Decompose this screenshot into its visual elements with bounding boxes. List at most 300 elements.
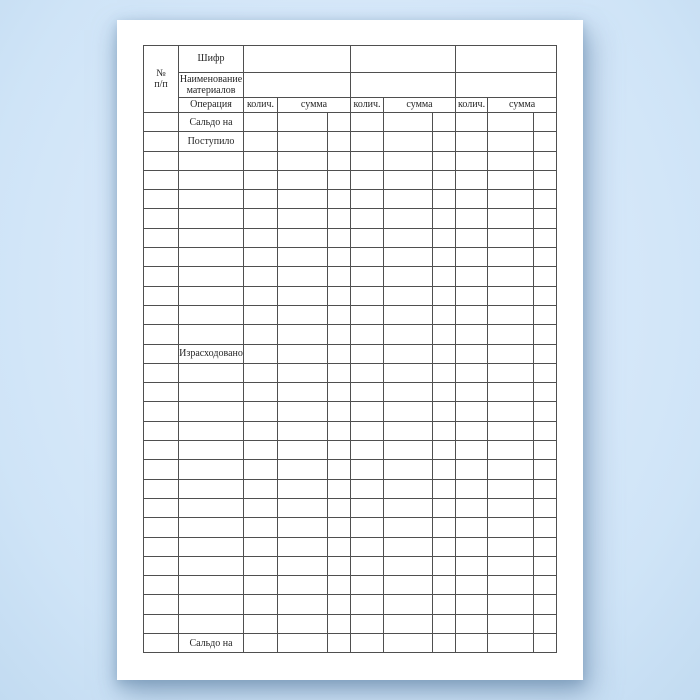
sum-kop-cell: [534, 614, 557, 633]
sum-rub-cell: [278, 614, 328, 633]
row-label-cell: [179, 363, 244, 382]
qty-cell: [456, 209, 488, 228]
sum-rub-cell: [488, 460, 534, 479]
sum-rub-cell: [384, 363, 433, 382]
sum-rub-cell: [384, 576, 433, 595]
materials-ledger-table: [143, 45, 557, 653]
sum-rub-cell: [488, 634, 534, 653]
row-label-cell: Поступило: [179, 132, 244, 151]
qty-cell: [244, 286, 278, 305]
sum-kop-cell: [328, 170, 351, 189]
table-row: [144, 132, 557, 151]
row-label-cell: [179, 151, 244, 170]
table-row: [144, 344, 557, 363]
operation-row: [144, 98, 557, 113]
row-label-cell: [179, 267, 244, 286]
sum-rub-cell: [488, 132, 534, 151]
sum-rub-cell: [488, 479, 534, 498]
cipher-value-cell: [351, 46, 456, 73]
sum-rub-cell: [384, 132, 433, 151]
sum-kop-cell: [328, 576, 351, 595]
sum-kop-cell: [328, 305, 351, 324]
sum-kop-cell: [534, 132, 557, 151]
sum-kop-cell: [433, 248, 456, 267]
row-label-cell: [179, 402, 244, 421]
qty-cell: [456, 634, 488, 653]
sum-kop-cell: [433, 132, 456, 151]
sum-kop-cell: [328, 209, 351, 228]
row-number-cell: [144, 228, 179, 247]
sum-rub-cell: [278, 595, 328, 614]
row-label-cell: [179, 460, 244, 479]
material-name-value-cell: [244, 73, 351, 98]
sum-kop-cell: [328, 614, 351, 633]
sum-kop-cell: [433, 267, 456, 286]
sum-rub-cell: [278, 537, 328, 556]
qty-cell: [351, 518, 384, 537]
qty-cell: [351, 383, 384, 402]
qty-cell: [351, 363, 384, 382]
row-number-cell: [144, 402, 179, 421]
table-row: [144, 537, 557, 556]
sum-rub-cell: [278, 190, 328, 209]
sum-kop-cell: [534, 151, 557, 170]
sum-column-header: сумма: [278, 98, 351, 113]
sum-kop-cell: [534, 325, 557, 344]
qty-cell: [351, 248, 384, 267]
sum-rub-cell: [488, 498, 534, 517]
qty-cell: [351, 595, 384, 614]
qty-cell: [244, 305, 278, 324]
sum-kop-cell: [433, 151, 456, 170]
sum-kop-cell: [534, 556, 557, 575]
sum-rub-cell: [488, 267, 534, 286]
qty-cell: [244, 363, 278, 382]
row-label-cell: Сальдо на: [179, 113, 244, 132]
sum-rub-cell: [384, 325, 433, 344]
row-label-cell: [179, 576, 244, 595]
sum-rub-cell: [384, 286, 433, 305]
qty-cell: [456, 595, 488, 614]
sum-kop-cell: [433, 190, 456, 209]
table-row: [144, 151, 557, 170]
qty-cell: [351, 576, 384, 595]
row-label-cell: [179, 190, 244, 209]
qty-cell: [456, 441, 488, 460]
row-number-cell: [144, 190, 179, 209]
table-row: [144, 479, 557, 498]
qty-cell: [456, 614, 488, 633]
sum-kop-cell: [433, 286, 456, 305]
material-name-row: [144, 73, 557, 98]
qty-cell: [244, 248, 278, 267]
sum-kop-cell: [433, 383, 456, 402]
row-number-cell: [144, 460, 179, 479]
qty-cell: [351, 498, 384, 517]
sum-rub-cell: [278, 325, 328, 344]
table-row: [144, 614, 557, 633]
qty-cell: [244, 132, 278, 151]
sum-kop-cell: [328, 498, 351, 517]
sum-kop-cell: [328, 441, 351, 460]
qty-cell: [456, 518, 488, 537]
table-row: [144, 190, 557, 209]
sum-rub-cell: [488, 286, 534, 305]
row-label-cell: [179, 305, 244, 324]
row-number-cell: [144, 614, 179, 633]
qty-cell: [456, 151, 488, 170]
row-number-cell: [144, 151, 179, 170]
corner-label-line1: №: [156, 67, 166, 79]
sum-kop-cell: [433, 518, 456, 537]
row-label-cell: [179, 248, 244, 267]
qty-cell: [456, 479, 488, 498]
sum-rub-cell: [278, 383, 328, 402]
sum-rub-cell: [384, 383, 433, 402]
sum-rub-cell: [384, 441, 433, 460]
sum-rub-cell: [278, 132, 328, 151]
qty-cell: [351, 151, 384, 170]
qty-cell: [244, 190, 278, 209]
qty-cell: [351, 441, 384, 460]
table-row: [144, 421, 557, 440]
qty-cell: [351, 286, 384, 305]
sum-rub-cell: [384, 537, 433, 556]
qty-cell: [244, 614, 278, 633]
row-number-cell: [144, 344, 179, 363]
row-number-cell: [144, 479, 179, 498]
qty-cell: [456, 190, 488, 209]
row-label-cell: [179, 421, 244, 440]
qty-cell: [244, 518, 278, 537]
qty-cell: [244, 498, 278, 517]
sum-kop-cell: [534, 402, 557, 421]
sum-rub-cell: [488, 537, 534, 556]
sum-kop-cell: [328, 325, 351, 344]
sum-kop-cell: [328, 228, 351, 247]
sum-kop-cell: [328, 537, 351, 556]
sum-rub-cell: [488, 209, 534, 228]
qty-cell: [351, 402, 384, 421]
sum-kop-cell: [534, 228, 557, 247]
sum-rub-cell: [384, 170, 433, 189]
table-header: [144, 46, 557, 113]
row-number-cell: [144, 170, 179, 189]
sum-kop-cell: [433, 325, 456, 344]
sum-kop-cell: [328, 556, 351, 575]
sum-kop-cell: [328, 518, 351, 537]
sum-kop-cell: [433, 421, 456, 440]
table-row: [144, 363, 557, 382]
sum-kop-cell: [534, 170, 557, 189]
qty-cell: [351, 614, 384, 633]
sum-rub-cell: [278, 460, 328, 479]
table-row: [144, 228, 557, 247]
qty-cell: [456, 556, 488, 575]
sum-kop-cell: [328, 132, 351, 151]
qty-cell: [351, 537, 384, 556]
table-row: [144, 305, 557, 324]
row-number-cell: [144, 441, 179, 460]
sum-rub-cell: [278, 556, 328, 575]
qty-cell: [244, 267, 278, 286]
sum-rub-cell: [384, 228, 433, 247]
sum-kop-cell: [534, 305, 557, 324]
table-row: [144, 286, 557, 305]
qty-cell: [351, 190, 384, 209]
sum-rub-cell: [384, 614, 433, 633]
sum-rub-cell: [384, 479, 433, 498]
sum-kop-cell: [534, 479, 557, 498]
sum-kop-cell: [433, 209, 456, 228]
sum-kop-cell: [433, 595, 456, 614]
qty-cell: [456, 228, 488, 247]
material-name-header: Наименование материалов: [179, 73, 243, 96]
sum-kop-cell: [534, 209, 557, 228]
row-label-cell: [179, 286, 244, 305]
sum-rub-cell: [278, 576, 328, 595]
sum-rub-cell: [278, 402, 328, 421]
qty-cell: [456, 344, 488, 363]
sum-rub-cell: [488, 363, 534, 382]
sum-rub-cell: [278, 267, 328, 286]
sum-kop-cell: [534, 441, 557, 460]
sum-kop-cell: [328, 460, 351, 479]
sum-rub-cell: [278, 363, 328, 382]
sum-rub-cell: [488, 305, 534, 324]
qty-cell: [456, 305, 488, 324]
sum-rub-cell: [384, 305, 433, 324]
qty-cell: [244, 344, 278, 363]
qty-cell: [244, 383, 278, 402]
cipher-value-cell: [244, 46, 351, 73]
sum-kop-cell: [328, 248, 351, 267]
sum-kop-cell: [328, 190, 351, 209]
sum-rub-cell: [384, 344, 433, 363]
row-label-cell: [179, 556, 244, 575]
row-label-cell: Израсходовано: [179, 344, 244, 363]
row-label-cell: [179, 537, 244, 556]
qty-cell: [351, 325, 384, 344]
sum-kop-cell: [328, 479, 351, 498]
sum-rub-cell: [384, 151, 433, 170]
sum-rub-cell: [384, 248, 433, 267]
sum-rub-cell: [488, 614, 534, 633]
row-number-cell: [144, 537, 179, 556]
qty-cell: [456, 132, 488, 151]
qty-cell: [351, 267, 384, 286]
qty-cell: [351, 460, 384, 479]
sum-rub-cell: [278, 151, 328, 170]
sum-kop-cell: [328, 151, 351, 170]
row-number-cell: [144, 286, 179, 305]
sum-column-header: сумма: [488, 98, 557, 113]
row-number-cell: [144, 132, 179, 151]
sum-rub-cell: [278, 170, 328, 189]
row-number-cell: [144, 248, 179, 267]
sum-kop-cell: [534, 113, 557, 132]
qty-cell: [244, 228, 278, 247]
sum-rub-cell: [488, 576, 534, 595]
sum-kop-cell: [433, 460, 456, 479]
sum-kop-cell: [534, 286, 557, 305]
qty-cell: [351, 479, 384, 498]
table-row: [144, 383, 557, 402]
sum-kop-cell: [433, 170, 456, 189]
sum-kop-cell: [433, 228, 456, 247]
sum-rub-cell: [488, 595, 534, 614]
row-number-cell: [144, 634, 179, 653]
qty-cell: [244, 151, 278, 170]
sum-rub-cell: [488, 325, 534, 344]
sum-kop-cell: [433, 344, 456, 363]
sum-kop-cell: [534, 190, 557, 209]
qty-cell: [244, 537, 278, 556]
row-number-cell: [144, 267, 179, 286]
qty-cell: [351, 113, 384, 132]
table-body: [144, 113, 557, 653]
qty-cell: [351, 634, 384, 653]
sum-rub-cell: [384, 267, 433, 286]
material-name-value-cell: [351, 73, 456, 98]
row-label-cell: [179, 209, 244, 228]
qty-cell: [456, 383, 488, 402]
corner-cell-no-pp: [144, 46, 179, 113]
qty-cell: [244, 634, 278, 653]
sum-rub-cell: [488, 190, 534, 209]
sum-kop-cell: [433, 441, 456, 460]
sum-kop-cell: [328, 402, 351, 421]
qty-cell: [351, 344, 384, 363]
row-label-cell: [179, 614, 244, 633]
corner-label-line2: п/п: [154, 79, 168, 90]
table-row: [144, 576, 557, 595]
sum-rub-cell: [384, 113, 433, 132]
row-number-cell: [144, 518, 179, 537]
sum-kop-cell: [433, 498, 456, 517]
qty-cell: [244, 460, 278, 479]
sum-rub-cell: [278, 518, 328, 537]
qty-cell: [456, 248, 488, 267]
sum-rub-cell: [488, 518, 534, 537]
sum-kop-cell: [534, 344, 557, 363]
cipher-value-cell: [456, 46, 557, 73]
qty-cell: [244, 325, 278, 344]
qty-cell: [456, 537, 488, 556]
sum-rub-cell: [278, 421, 328, 440]
row-number-cell: [144, 209, 179, 228]
table-row: [144, 170, 557, 189]
sum-rub-cell: [278, 344, 328, 363]
row-label-cell: [179, 479, 244, 498]
qty-cell: [351, 556, 384, 575]
sum-rub-cell: [278, 228, 328, 247]
row-number-cell: [144, 498, 179, 517]
sum-kop-cell: [534, 634, 557, 653]
sum-kop-cell: [534, 518, 557, 537]
sum-rub-cell: [384, 518, 433, 537]
sum-rub-cell: [384, 498, 433, 517]
sum-kop-cell: [534, 576, 557, 595]
sum-kop-cell: [534, 383, 557, 402]
sum-rub-cell: [278, 248, 328, 267]
sum-kop-cell: [433, 537, 456, 556]
sum-kop-cell: [328, 344, 351, 363]
row-number-cell: [144, 595, 179, 614]
operation-header: Операция: [179, 98, 244, 113]
sum-rub-cell: [278, 113, 328, 132]
sum-kop-cell: [534, 498, 557, 517]
sum-column-header: сумма: [384, 98, 456, 113]
material-name-value-cell: [456, 73, 557, 98]
cipher-row: [144, 46, 557, 73]
sum-kop-cell: [534, 595, 557, 614]
sum-rub-cell: [278, 286, 328, 305]
table-row: [144, 634, 557, 653]
row-label-cell: [179, 441, 244, 460]
qty-cell: [456, 113, 488, 132]
row-label-cell: [179, 325, 244, 344]
table-row: [144, 460, 557, 479]
sum-rub-cell: [278, 634, 328, 653]
sum-rub-cell: [384, 634, 433, 653]
sum-rub-cell: [278, 441, 328, 460]
qty-cell: [351, 170, 384, 189]
sum-kop-cell: [328, 363, 351, 382]
qty-cell: [351, 132, 384, 151]
sum-rub-cell: [488, 344, 534, 363]
row-label-cell: Сальдо на: [179, 634, 244, 653]
qty-cell: [456, 498, 488, 517]
row-number-cell: [144, 576, 179, 595]
sum-rub-cell: [384, 209, 433, 228]
sum-kop-cell: [328, 595, 351, 614]
sum-kop-cell: [433, 402, 456, 421]
qty-cell: [456, 363, 488, 382]
sum-kop-cell: [534, 248, 557, 267]
qty-cell: [244, 479, 278, 498]
sum-kop-cell: [328, 267, 351, 286]
row-label-cell: [179, 170, 244, 189]
sum-kop-cell: [534, 363, 557, 382]
row-label-cell: [179, 498, 244, 517]
row-label-cell: [179, 518, 244, 537]
sum-kop-cell: [433, 614, 456, 633]
table-row: [144, 267, 557, 286]
qty-cell: [456, 402, 488, 421]
row-number-cell: [144, 421, 179, 440]
table-row: [144, 248, 557, 267]
qty-cell: [456, 267, 488, 286]
sum-kop-cell: [534, 460, 557, 479]
row-number-cell: [144, 305, 179, 324]
qty-cell: [456, 576, 488, 595]
cipher-header: Шифр: [179, 46, 244, 73]
sum-kop-cell: [433, 305, 456, 324]
sum-rub-cell: [488, 170, 534, 189]
table-row: [144, 402, 557, 421]
sum-kop-cell: [328, 113, 351, 132]
qty-cell: [351, 421, 384, 440]
sum-rub-cell: [384, 595, 433, 614]
table-row: [144, 113, 557, 132]
row-number-cell: [144, 325, 179, 344]
table-row: [144, 498, 557, 517]
qty-cell: [244, 170, 278, 189]
table-row: [144, 595, 557, 614]
sum-rub-cell: [488, 151, 534, 170]
table-row: [144, 518, 557, 537]
